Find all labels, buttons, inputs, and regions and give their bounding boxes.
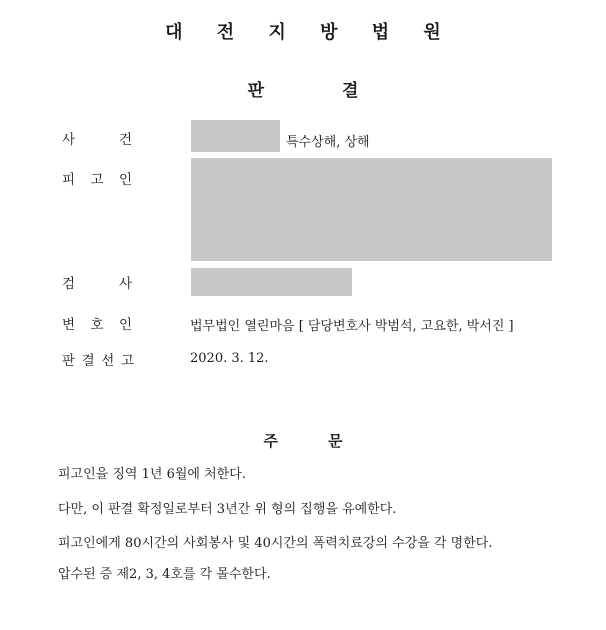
case-number-redaction — [191, 120, 280, 152]
case-label-char: 사 — [62, 132, 76, 148]
prosecutor-label — [62, 272, 132, 292]
sentence-date-value: 2020. 3. 12. — [190, 351, 269, 366]
counsel-label-char: 변 — [62, 317, 76, 333]
case-label-char: 건 — [118, 132, 132, 148]
sentence-date-label-char: 결 — [81, 353, 95, 369]
document-title — [0, 76, 606, 101]
counsel-value: 법무법인 열린마음 [ 담당변호사 박범석, 고요한, 박서진 ] — [190, 319, 514, 334]
case-label — [62, 128, 132, 148]
sentence-date-label-char: 선 — [101, 353, 115, 369]
document-title-char-2: 결 — [342, 81, 359, 101]
sentence-date-label — [62, 349, 134, 369]
prosecutor-label-char: 사 — [118, 276, 132, 292]
document-title-char-1: 판 — [247, 81, 264, 101]
defendant-label-char: 고 — [90, 172, 104, 188]
order-line-1: 피고인을 징역 1년 6월에 처한다. — [58, 467, 246, 482]
case-name: 특수상해, 상해 — [286, 135, 370, 150]
order-title-char-1: 주 — [263, 432, 278, 450]
order-line-2: 다만, 이 판결 확정일로부터 3년간 위 형의 집행을 유예한다. — [58, 502, 397, 517]
counsel-label-char: 호 — [90, 317, 104, 333]
defendant-label-char: 피 — [62, 172, 76, 188]
order-title-char-2: 문 — [328, 432, 343, 450]
defendant-label-char: 인 — [118, 172, 132, 188]
counsel-label-char: 인 — [118, 317, 132, 333]
prosecutor-name-redaction — [191, 268, 352, 296]
order-title — [0, 430, 606, 451]
court-name: 대 전 지 방 법 원 — [165, 22, 455, 43]
prosecutor-label-char: 검 — [62, 276, 76, 292]
defendant-info-redaction — [191, 158, 552, 261]
sentence-date-label-char: 고 — [120, 353, 134, 369]
defendant-label — [62, 168, 132, 188]
counsel-label — [62, 313, 132, 333]
order-line-4: 압수된 증 제2, 3, 4호를 각 몰수한다. — [58, 567, 271, 582]
sentence-date-label-char: 판 — [62, 353, 76, 369]
order-line-3: 피고인에게 80시간의 사회봉사 및 40시간의 폭력치료강의 수강을 각 명한다. — [58, 536, 493, 551]
